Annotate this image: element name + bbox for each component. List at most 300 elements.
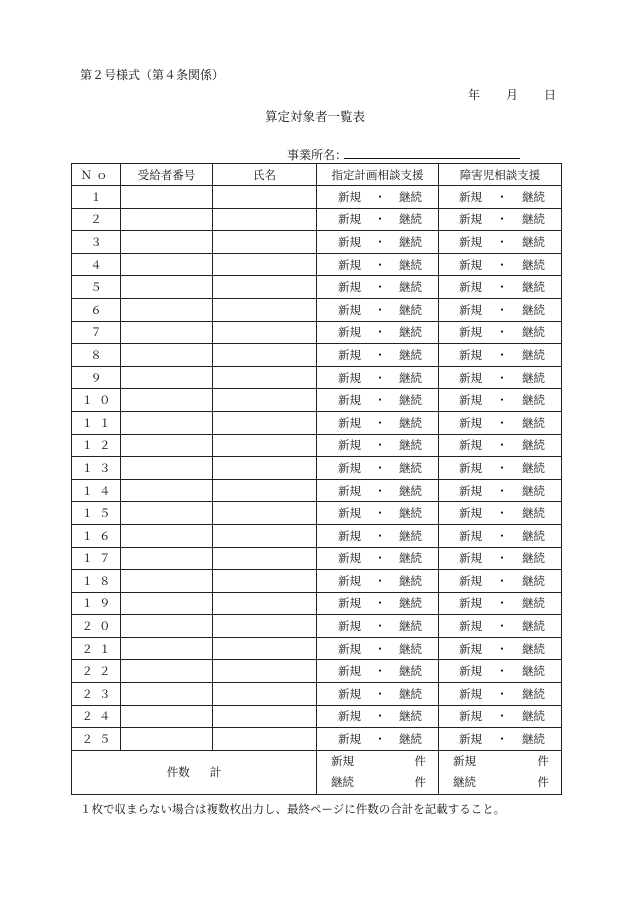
choice-continue-option[interactable]: 継続	[399, 460, 422, 475]
choice-continue-option[interactable]: 継続	[399, 280, 422, 295]
header-name: 氏名	[213, 164, 317, 186]
choice-new-option[interactable]: 新規	[338, 573, 361, 588]
choice-continue-option[interactable]: 継続	[399, 212, 422, 227]
recipient-number-cell[interactable]	[121, 366, 213, 389]
table-row	[72, 434, 562, 457]
table-row	[72, 389, 562, 412]
total-plan-cell[interactable]	[317, 750, 439, 794]
child-choice-cell[interactable]	[439, 637, 562, 660]
row-number: ４	[72, 253, 121, 276]
child-choice-cell[interactable]	[439, 321, 562, 344]
name-cell[interactable]	[213, 524, 317, 547]
choice-continue-option[interactable]: 継続	[522, 686, 545, 701]
table-row	[72, 615, 562, 638]
choice-new-option[interactable]: 新規	[459, 619, 482, 634]
choice-continue-option[interactable]: 継続	[399, 347, 422, 362]
name-cell[interactable]	[213, 411, 317, 434]
row-number: ２１	[72, 637, 121, 660]
choice-new-option[interactable]: 新規	[459, 551, 482, 566]
name-cell[interactable]	[213, 683, 317, 706]
child-choice-cell[interactable]	[439, 344, 562, 367]
child-choice-cell[interactable]	[439, 524, 562, 547]
choice-continue-option[interactable]: 継続	[399, 732, 422, 747]
table-row	[72, 502, 562, 525]
recipient-number-cell[interactable]	[121, 344, 213, 367]
row-number: １２	[72, 434, 121, 457]
choice-continue-option[interactable]: 継続	[399, 573, 422, 588]
choice-separator: ・	[374, 234, 386, 249]
choice-new-option[interactable]: 新規	[338, 438, 361, 453]
choice-continue-option[interactable]: 継続	[522, 212, 545, 227]
choice-new-option[interactable]: 新規	[459, 709, 482, 724]
choice-new-option[interactable]: 新規	[459, 732, 482, 747]
choice-new-option[interactable]: 新規	[459, 686, 482, 701]
footnote: １枚で収まらない場合は複数枚出力し、最終ページに件数の合計を記載すること。	[80, 802, 506, 816]
choice-new-option[interactable]: 新規	[338, 393, 361, 408]
recipient-number-cell[interactable]	[121, 660, 213, 683]
choice-separator: ・	[374, 709, 386, 724]
choice-continue-option[interactable]: 継続	[522, 596, 545, 611]
choice-separator: ・	[496, 280, 508, 295]
table-row	[72, 457, 562, 480]
choice-new-option[interactable]: 新規	[459, 325, 482, 340]
choice-new-option[interactable]: 新規	[338, 641, 361, 656]
name-cell[interactable]	[213, 479, 317, 502]
recipient-number-cell[interactable]	[121, 321, 213, 344]
choice-separator: ・	[374, 596, 386, 611]
child-choice-cell[interactable]	[439, 389, 562, 412]
row-number: ７	[72, 321, 121, 344]
child-choice-cell[interactable]	[439, 570, 562, 593]
choice-continue-option[interactable]: 継続	[522, 573, 545, 588]
row-number: １４	[72, 479, 121, 502]
plan-choice-cell[interactable]	[317, 457, 439, 480]
recipient-number-cell[interactable]	[121, 592, 213, 615]
choice-separator: ・	[496, 619, 508, 634]
choice-separator: ・	[496, 212, 508, 227]
choice-new-option[interactable]: 新規	[338, 483, 361, 498]
recipient-number-cell[interactable]	[121, 186, 213, 209]
name-cell[interactable]	[213, 389, 317, 412]
total-row	[72, 750, 562, 794]
choice-separator: ・	[496, 686, 508, 701]
child-choice-cell[interactable]	[439, 411, 562, 434]
plan-choice-cell[interactable]	[317, 298, 439, 321]
recipient-number-cell[interactable]	[121, 524, 213, 547]
choice-continue-option[interactable]: 継続	[399, 234, 422, 249]
table-row	[72, 524, 562, 547]
choice-continue-option[interactable]: 継続	[399, 438, 422, 453]
choice-separator: ・	[496, 325, 508, 340]
choice-continue-option[interactable]: 継続	[522, 415, 545, 430]
recipient-number-cell[interactable]	[121, 208, 213, 231]
choice-new-option[interactable]: 新規	[459, 415, 482, 430]
plan-choice-cell[interactable]	[317, 208, 439, 231]
choice-continue-option[interactable]: 継続	[522, 619, 545, 634]
choice-new-option[interactable]: 新規	[459, 370, 482, 385]
recipient-number-cell[interactable]	[121, 547, 213, 570]
choice-separator: ・	[496, 234, 508, 249]
choice-new-option[interactable]: 新規	[338, 370, 361, 385]
row-number: １	[72, 186, 121, 209]
table-row	[72, 683, 562, 706]
choice-new-option[interactable]: 新規	[338, 596, 361, 611]
row-number: １６	[72, 524, 121, 547]
choice-continue-option[interactable]: 継続	[522, 528, 545, 543]
choice-new-option[interactable]: 新規	[459, 280, 482, 295]
table-row	[72, 637, 562, 660]
choice-continue-option[interactable]: 継続	[522, 460, 545, 475]
table-row	[72, 276, 562, 299]
choice-new-option[interactable]: 新規	[338, 212, 361, 227]
choice-new-option[interactable]: 新規	[338, 528, 361, 543]
total-label-count: 件数	[166, 765, 190, 780]
choice-new-option[interactable]: 新規	[459, 664, 482, 679]
table-row	[72, 728, 562, 751]
choice-new-option[interactable]: 新規	[338, 686, 361, 701]
plan-choice-cell[interactable]	[317, 411, 439, 434]
name-cell[interactable]	[213, 660, 317, 683]
choice-separator: ・	[374, 189, 386, 204]
name-cell[interactable]	[213, 298, 317, 321]
choice-continue-option[interactable]: 継続	[399, 370, 422, 385]
total-label-sum: 計	[209, 765, 222, 780]
table-row	[72, 231, 562, 254]
row-number: ６	[72, 298, 121, 321]
plan-choice-cell[interactable]	[317, 186, 439, 209]
name-cell[interactable]	[213, 186, 317, 209]
header-recipient-number: 受給者番号	[121, 164, 213, 186]
total-child-cell[interactable]	[439, 750, 562, 794]
choice-separator: ・	[496, 347, 508, 362]
choice-new-option[interactable]: 新規	[338, 257, 361, 272]
total-child-continue-label: 継続	[453, 775, 476, 790]
recipient-number-cell[interactable]	[121, 231, 213, 254]
child-choice-cell[interactable]	[439, 208, 562, 231]
choice-continue-option[interactable]: 継続	[522, 347, 545, 362]
choice-new-option[interactable]: 新規	[338, 506, 361, 521]
plan-choice-cell[interactable]	[317, 637, 439, 660]
plan-choice-cell[interactable]	[317, 389, 439, 412]
plan-choice-cell[interactable]	[317, 728, 439, 751]
choice-continue-option[interactable]: 継続	[399, 528, 422, 543]
plan-choice-cell[interactable]	[317, 570, 439, 593]
choice-separator: ・	[496, 641, 508, 656]
name-cell[interactable]	[213, 547, 317, 570]
name-cell[interactable]	[213, 592, 317, 615]
choice-continue-option[interactable]: 継続	[522, 709, 545, 724]
choice-separator: ・	[374, 506, 386, 521]
choice-separator: ・	[374, 551, 386, 566]
row-number: ９	[72, 366, 121, 389]
recipient-number-cell[interactable]	[121, 728, 213, 751]
table-row	[72, 570, 562, 593]
plan-choice-cell[interactable]	[317, 479, 439, 502]
plan-choice-cell[interactable]	[317, 253, 439, 276]
choice-continue-option[interactable]: 継続	[522, 664, 545, 679]
choice-new-option[interactable]: 新規	[459, 438, 482, 453]
choice-continue-option[interactable]: 継続	[522, 234, 545, 249]
total-plan-new-unit: 件	[414, 754, 426, 769]
name-cell[interactable]	[213, 276, 317, 299]
recipient-number-cell[interactable]	[121, 389, 213, 412]
choice-new-option[interactable]: 新規	[338, 460, 361, 475]
choice-continue-option[interactable]: 継続	[522, 370, 545, 385]
choice-separator: ・	[496, 393, 508, 408]
child-choice-cell[interactable]	[439, 660, 562, 683]
recipient-number-cell[interactable]	[121, 683, 213, 706]
choice-separator: ・	[496, 573, 508, 588]
choice-separator: ・	[374, 325, 386, 340]
choice-new-option[interactable]: 新規	[338, 732, 361, 747]
date-month-label: 月	[506, 88, 519, 102]
choice-separator: ・	[374, 664, 386, 679]
child-choice-cell[interactable]	[439, 366, 562, 389]
name-cell[interactable]	[213, 570, 317, 593]
name-cell[interactable]	[213, 615, 317, 638]
child-choice-cell[interactable]	[439, 298, 562, 321]
child-choice-cell[interactable]	[439, 253, 562, 276]
choice-new-option[interactable]: 新規	[459, 460, 482, 475]
recipient-number-cell[interactable]	[121, 570, 213, 593]
choice-new-option[interactable]: 新規	[338, 189, 361, 204]
name-cell[interactable]	[213, 321, 317, 344]
choice-continue-option[interactable]: 継続	[399, 189, 422, 204]
recipient-number-cell[interactable]	[121, 276, 213, 299]
plan-choice-cell[interactable]	[317, 276, 439, 299]
row-number: ２３	[72, 683, 121, 706]
choice-continue-option[interactable]: 継続	[522, 438, 545, 453]
total-child-continue-unit: 件	[537, 775, 549, 790]
table-row	[72, 298, 562, 321]
choice-continue-option[interactable]: 継続	[522, 483, 545, 498]
row-number: ２	[72, 208, 121, 231]
choice-new-option[interactable]: 新規	[338, 551, 361, 566]
table-row	[72, 321, 562, 344]
choice-separator: ・	[374, 483, 386, 498]
table-row	[72, 479, 562, 502]
choice-new-option[interactable]: 新規	[459, 393, 482, 408]
choice-continue-option[interactable]: 継続	[399, 664, 422, 679]
recipient-number-cell[interactable]	[121, 298, 213, 321]
choice-continue-option[interactable]: 継続	[522, 257, 545, 272]
name-cell[interactable]	[213, 502, 317, 525]
choice-continue-option[interactable]: 継続	[399, 257, 422, 272]
child-choice-cell[interactable]	[439, 683, 562, 706]
child-choice-cell[interactable]	[439, 457, 562, 480]
office-name-label: 事業所名：	[287, 148, 348, 162]
child-choice-cell[interactable]	[439, 479, 562, 502]
child-choice-cell[interactable]	[439, 231, 562, 254]
name-cell[interactable]	[213, 366, 317, 389]
choice-new-option[interactable]: 新規	[459, 257, 482, 272]
table-row	[72, 186, 562, 209]
choice-continue-option[interactable]: 継続	[399, 415, 422, 430]
choice-new-option[interactable]: 新規	[338, 709, 361, 724]
choice-continue-option[interactable]: 継続	[522, 506, 545, 521]
choice-separator: ・	[374, 393, 386, 408]
name-cell[interactable]	[213, 231, 317, 254]
choice-new-option[interactable]: 新規	[338, 664, 361, 679]
choice-continue-option[interactable]: 継続	[522, 280, 545, 295]
row-number: １３	[72, 457, 121, 480]
choice-continue-option[interactable]: 継続	[399, 325, 422, 340]
child-choice-cell[interactable]	[439, 547, 562, 570]
child-choice-cell[interactable]	[439, 705, 562, 728]
choice-separator: ・	[374, 280, 386, 295]
child-choice-cell[interactable]	[439, 592, 562, 615]
name-cell[interactable]	[213, 728, 317, 751]
plan-choice-cell[interactable]	[317, 524, 439, 547]
name-cell[interactable]	[213, 457, 317, 480]
choice-continue-option[interactable]: 継続	[399, 641, 422, 656]
plan-choice-cell[interactable]	[317, 705, 439, 728]
name-cell[interactable]	[213, 705, 317, 728]
choice-separator: ・	[374, 573, 386, 588]
choice-separator: ・	[496, 664, 508, 679]
choice-continue-option[interactable]: 継続	[399, 596, 422, 611]
plan-choice-cell[interactable]	[317, 366, 439, 389]
table-header-row	[72, 164, 562, 186]
table-row	[72, 547, 562, 570]
choice-new-option[interactable]: 新規	[459, 234, 482, 249]
row-number: １５	[72, 502, 121, 525]
plan-choice-cell[interactable]	[317, 231, 439, 254]
choice-continue-option[interactable]: 継続	[522, 551, 545, 566]
choice-continue-option[interactable]: 継続	[522, 302, 545, 317]
recipient-table	[71, 163, 562, 795]
recipient-number-cell[interactable]	[121, 705, 213, 728]
row-number: １７	[72, 547, 121, 570]
choice-new-option[interactable]: 新規	[338, 280, 361, 295]
child-choice-cell[interactable]	[439, 276, 562, 299]
choice-continue-option[interactable]: 継続	[399, 506, 422, 521]
choice-separator: ・	[496, 257, 508, 272]
choice-separator: ・	[374, 212, 386, 227]
choice-separator: ・	[374, 302, 386, 317]
choice-continue-option[interactable]: 継続	[522, 732, 545, 747]
table-row	[72, 660, 562, 683]
choice-continue-option[interactable]: 継続	[522, 641, 545, 656]
choice-new-option[interactable]: 新規	[459, 528, 482, 543]
choice-separator: ・	[496, 528, 508, 543]
choice-continue-option[interactable]: 継続	[399, 686, 422, 701]
total-plan-continue-label: 継続	[331, 775, 354, 790]
header-plan-consultation: 指定計画相談支援	[317, 164, 439, 186]
choice-new-option[interactable]: 新規	[459, 189, 482, 204]
table-row	[72, 592, 562, 615]
choice-new-option[interactable]: 新規	[459, 212, 482, 227]
choice-new-option[interactable]: 新規	[459, 302, 482, 317]
choice-continue-option[interactable]: 継続	[399, 709, 422, 724]
plan-choice-cell[interactable]	[317, 615, 439, 638]
choice-separator: ・	[496, 370, 508, 385]
recipient-number-cell[interactable]	[121, 615, 213, 638]
choice-separator: ・	[496, 709, 508, 724]
choice-separator: ・	[496, 551, 508, 566]
choice-separator: ・	[374, 257, 386, 272]
name-cell[interactable]	[213, 208, 317, 231]
choice-separator: ・	[496, 732, 508, 747]
row-number: １０	[72, 389, 121, 412]
choice-separator: ・	[374, 732, 386, 747]
child-choice-cell[interactable]	[439, 728, 562, 751]
child-choice-cell[interactable]	[439, 615, 562, 638]
choice-continue-option[interactable]: 継続	[522, 393, 545, 408]
choice-continue-option[interactable]: 継続	[399, 483, 422, 498]
choice-new-option[interactable]: 新規	[338, 347, 361, 362]
choice-continue-option[interactable]: 継続	[399, 619, 422, 634]
plan-choice-cell[interactable]	[317, 502, 439, 525]
choice-new-option[interactable]: 新規	[338, 234, 361, 249]
plan-choice-cell[interactable]	[317, 344, 439, 367]
choice-new-option[interactable]: 新規	[338, 619, 361, 634]
child-choice-cell[interactable]	[439, 502, 562, 525]
plan-choice-cell[interactable]	[317, 660, 439, 683]
choice-separator: ・	[496, 438, 508, 453]
choice-new-option[interactable]: 新規	[459, 641, 482, 656]
plan-choice-cell[interactable]	[317, 683, 439, 706]
child-choice-cell[interactable]	[439, 434, 562, 457]
choice-continue-option[interactable]: 継続	[399, 393, 422, 408]
row-number: ５	[72, 276, 121, 299]
choice-new-option[interactable]: 新規	[459, 596, 482, 611]
choice-new-option[interactable]: 新規	[459, 483, 482, 498]
recipient-number-cell[interactable]	[121, 502, 213, 525]
recipient-number-cell[interactable]	[121, 479, 213, 502]
choice-continue-option[interactable]: 継続	[399, 551, 422, 566]
name-cell[interactable]	[213, 344, 317, 367]
choice-separator: ・	[496, 596, 508, 611]
plan-choice-cell[interactable]	[317, 547, 439, 570]
table-row	[72, 705, 562, 728]
row-number: １９	[72, 592, 121, 615]
choice-continue-option[interactable]: 継続	[399, 302, 422, 317]
recipient-number-cell[interactable]	[121, 457, 213, 480]
recipient-number-cell[interactable]	[121, 253, 213, 276]
row-number: ８	[72, 344, 121, 367]
choice-continue-option[interactable]: 継続	[522, 189, 545, 204]
recipient-number-cell[interactable]	[121, 637, 213, 660]
choice-separator: ・	[496, 506, 508, 521]
choice-new-option[interactable]: 新規	[338, 302, 361, 317]
name-cell[interactable]	[213, 253, 317, 276]
recipient-number-cell[interactable]	[121, 411, 213, 434]
row-number: ２２	[72, 660, 121, 683]
name-cell[interactable]	[213, 637, 317, 660]
choice-separator: ・	[374, 641, 386, 656]
plan-choice-cell[interactable]	[317, 592, 439, 615]
row-number: ２５	[72, 728, 121, 751]
plan-choice-cell[interactable]	[317, 321, 439, 344]
date-day-label: 日	[544, 88, 557, 102]
choice-new-option[interactable]: 新規	[338, 415, 361, 430]
date-line	[468, 86, 556, 103]
choice-new-option[interactable]: 新規	[459, 506, 482, 521]
choice-new-option[interactable]: 新規	[459, 347, 482, 362]
office-name-line[interactable]	[344, 158, 520, 159]
choice-new-option[interactable]: 新規	[338, 325, 361, 340]
plan-choice-cell[interactable]	[317, 434, 439, 457]
choice-separator: ・	[374, 528, 386, 543]
child-choice-cell[interactable]	[439, 186, 562, 209]
choice-separator: ・	[374, 619, 386, 634]
choice-new-option[interactable]: 新規	[459, 573, 482, 588]
name-cell[interactable]	[213, 434, 317, 457]
choice-continue-option[interactable]: 継続	[522, 325, 545, 340]
recipient-number-cell[interactable]	[121, 434, 213, 457]
document-title: 算定対象者一覧表	[264, 109, 365, 124]
